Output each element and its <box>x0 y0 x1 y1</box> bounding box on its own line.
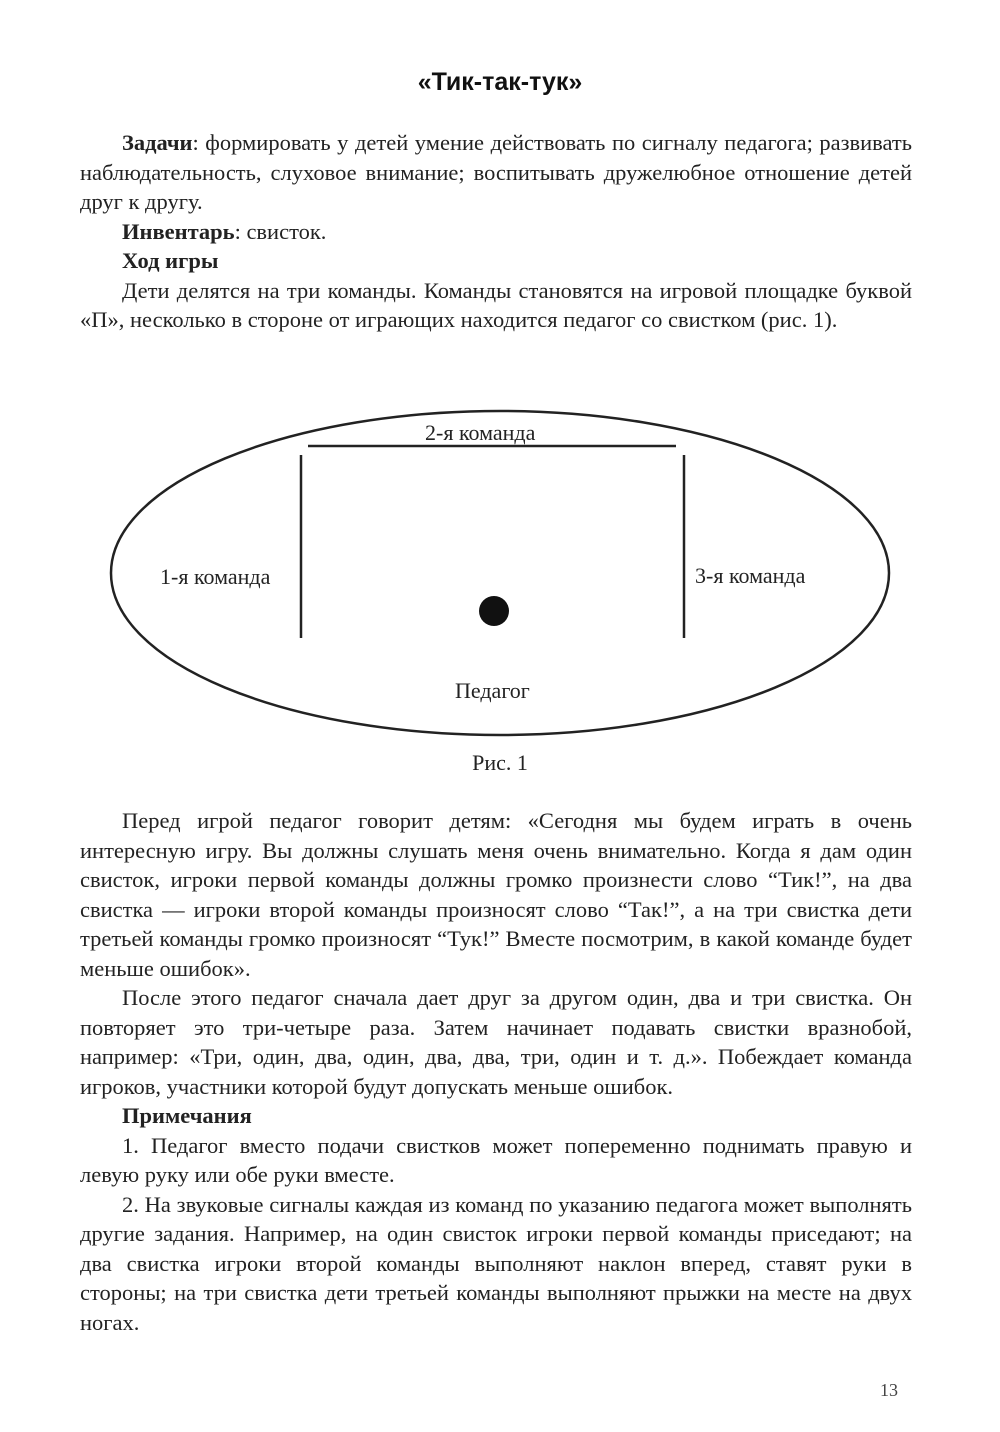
notes-heading: Примечания <box>122 1103 252 1128</box>
teacher-marker <box>479 596 509 626</box>
teacher-label: Педагог <box>455 678 530 703</box>
team1-label: 1-я команда <box>160 564 271 589</box>
paragraph-1: Перед игрой педагог говорит детям: «Сегодня мы будем играть в очень интересную игру. Вы должны слушать меня очень внимательно. Когда я дам один свисток, игроки первой команды должны громко произнести слово “Тик!”, на два свистка — игроки второй команды произносят слово “Так!”, а на три свистка дети третьей команды громко произносят “Тук!” Вместе посмотрим, в какой команде будет меньше ошибок». <box>80 808 912 981</box>
tasks-paragraph <box>80 128 912 217</box>
page-title: «Тик-так-тук» <box>417 68 583 96</box>
figure-caption: Рис. 1 <box>472 750 528 775</box>
tasks-label: Задачи <box>122 130 193 155</box>
body-section <box>80 806 912 1337</box>
team3-label: 3-я команда <box>695 563 806 588</box>
note-1: 1. Педагог вместо подачи свистков может попеременно поднимать правую и левую руку или обе руки вместе. <box>80 1132 912 1187</box>
intro-section <box>80 128 912 335</box>
inventory-paragraph <box>80 217 912 247</box>
figure-diagram <box>100 380 900 740</box>
note-2: 2. На звуковые сигналы каждая из команд по указанию педагога может выполнять другие задания. Например, на один свисток игроки первой команды приседают; на два свистка игроки второй команды выполняют наклон вперед, ставят руки в стороны; на три свистка дети третьей команды выполняют прыжки на месте на двух ногах. <box>80 1191 912 1335</box>
tasks-text: : формировать у детей умение действовать по сигналу педагога; развивать наблюдательность, слуховое внимание; воспитывать дружелюбное отношение детей друг к другу. <box>80 130 912 214</box>
page-number: 13 <box>880 1380 898 1400</box>
inventory-label: Инвентарь <box>122 218 235 244</box>
team2-label: 2-я команда <box>425 420 536 445</box>
inventory-text: : свисток. <box>234 218 327 244</box>
course-paragraph: Дети делятся на три команды. Команды становятся на игровой площадке буквой «П», несколько в стороне от играющих находится педагог со свистком (рис. 1). <box>80 277 912 332</box>
course-heading: Ход игры <box>122 248 219 273</box>
paragraph-2: После этого педагог сначала дает друг за другом один, два и три свистка. Он повторяет это три-четыре раза. Затем начинает подавать свистки вразнобой, например: «Три, один, два, один, два, два, три, один и т. д.». Побеждает команда игроков, участники которой будут допускать меньше ошибок. <box>80 985 912 1099</box>
